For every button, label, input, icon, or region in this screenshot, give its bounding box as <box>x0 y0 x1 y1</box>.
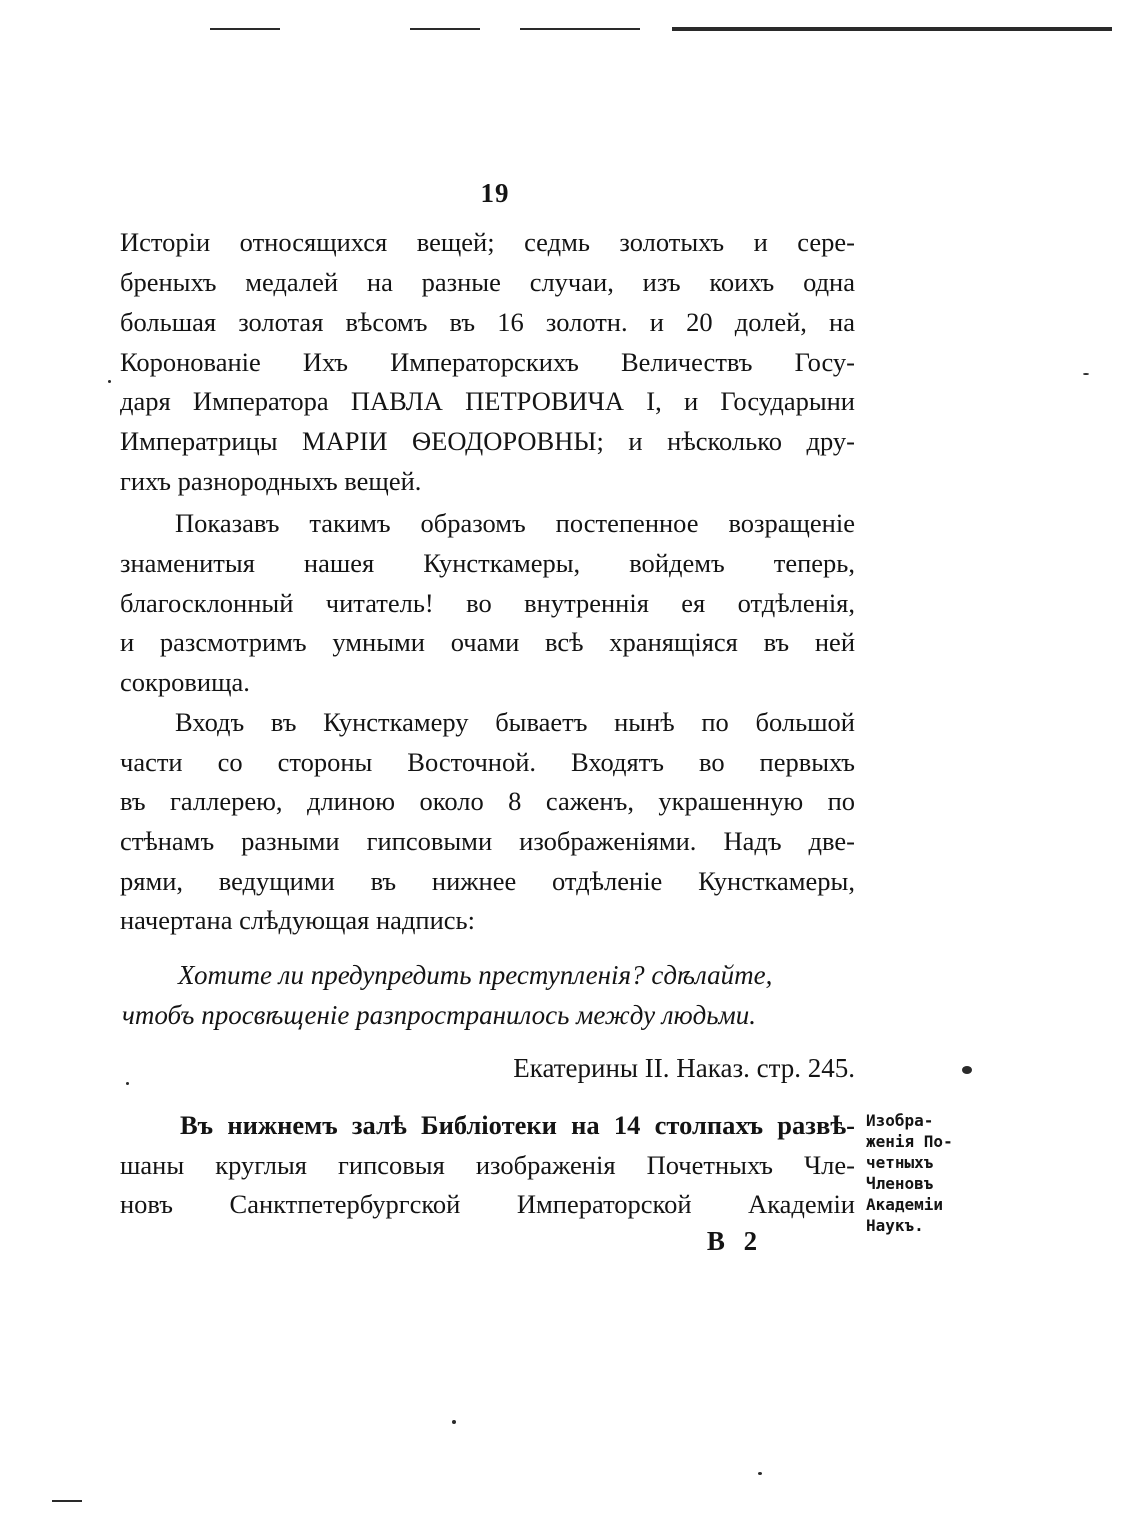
text-line: благосклонный читатель! во внутреннія ея отдѣленія, <box>120 588 855 618</box>
margin-note-line: четныхъ <box>866 1153 934 1172</box>
top-rule-4 <box>672 27 1112 31</box>
text-line: даря Императора ПАВЛА ПЕТРОВИЧА I, и Государыни <box>120 386 855 416</box>
scan-speck <box>962 1066 972 1074</box>
margin-note-line: Членовъ <box>866 1174 934 1193</box>
quote-source: Екатерины II. Наказ. стр. 245. <box>513 1053 855 1083</box>
margin-note-line: Изобра- <box>866 1111 934 1130</box>
text-line: знаменитыя нашея Кунсткамеры, войдемъ теперь, <box>120 548 855 578</box>
text-line: Коронованіе Ихъ Императорскихъ Величествъ Госу- <box>120 347 855 377</box>
text-line: шаны круглыя гипсовыя изображенія Почетныхъ Чле- <box>120 1150 855 1180</box>
scan-speck <box>452 1420 456 1424</box>
margin-note-line: Наукъ. <box>866 1216 924 1235</box>
text-line: гихъ разнородныхъ вещей. <box>120 466 422 496</box>
text-line: Исторіи относящихся вещей; седмь золотыхъ и сере- <box>120 227 855 257</box>
quote-line-1: Хотите ли предупредить преступленія? сдѣлайте, <box>178 960 773 990</box>
quote-line-2: чтобъ просвѣщеніе разпространилось между людьми. <box>122 1000 757 1030</box>
text-line: рями, ведущими въ нижнее отдѣленіе Кунсткамеры, <box>120 866 855 896</box>
page-number: 19 <box>480 178 510 208</box>
scan-speck <box>108 380 111 383</box>
text-line: стѣнамъ разными гипсовыми изображеніями. Надъ две- <box>120 826 855 856</box>
scan-speck <box>758 1472 762 1475</box>
text-line: части со стороны Восточной. Входятъ во первыхъ <box>120 747 855 777</box>
top-rule-2 <box>410 28 480 30</box>
scan-speck <box>52 1500 82 1502</box>
text-line: Показавъ такимъ образомъ постепенное возращеніе <box>175 508 855 538</box>
scan-speck <box>1083 373 1089 375</box>
top-rule-1 <box>210 28 280 30</box>
text-line: начертана слѣдующая надпись: <box>120 905 475 935</box>
margin-note-line: Академіи <box>866 1195 944 1214</box>
text-line: бреныхъ медалей на разные случаи, изъ коихъ одна <box>120 267 855 297</box>
scan-speck <box>126 1082 129 1085</box>
text-line: Императрицы МАРІИ ѲЕОДОРОВНЫ; и нѣсколько дру- <box>120 426 855 456</box>
top-rule-3 <box>520 28 640 30</box>
signature-mark: B 2 <box>706 1226 764 1256</box>
margin-note <box>866 1110 981 1236</box>
text-line: новъ Санктпетербургской Императорской Академіи <box>120 1189 855 1219</box>
text-line: сокровища. <box>120 667 250 697</box>
text-line: большая золотая вѣсомъ въ 16 золотн. и 20 долей, на <box>120 307 855 337</box>
margin-note-line: женія По- <box>866 1132 953 1151</box>
text-line: Входъ въ Кунсткамеру бываетъ нынѣ по большой <box>175 707 855 737</box>
text-line: въ галлерею, длиною около 8 саженъ, украшенную по <box>120 786 855 816</box>
text-line: и разсмотримъ умными очами всѣ хранящіяся въ ней <box>120 627 855 657</box>
text-line: Въ нижнемъ залѣ Библіотеки на 14 столпахъ развѣ- <box>180 1110 855 1140</box>
